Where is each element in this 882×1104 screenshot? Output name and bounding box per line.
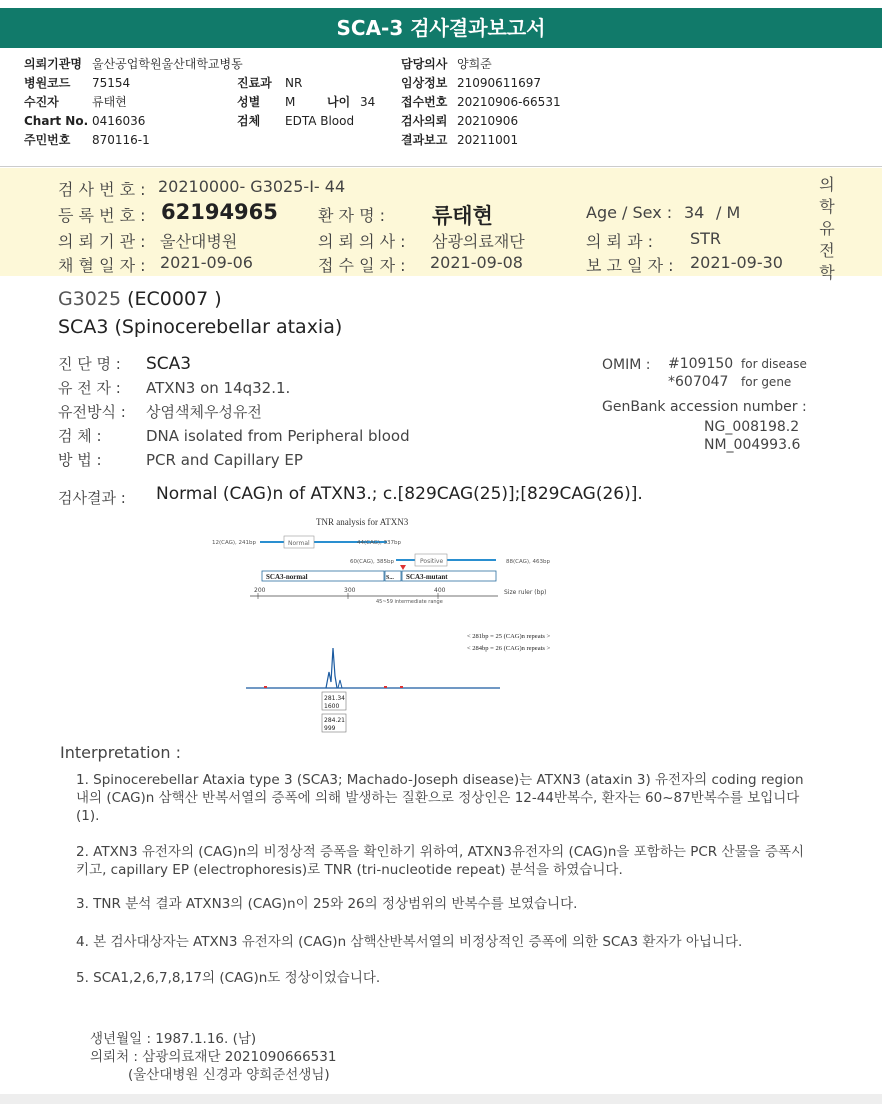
figure-title: TNR analysis for ATXN3 (316, 517, 409, 527)
peak-281 (326, 648, 337, 688)
interpretation-heading: Interpretation : (60, 743, 181, 762)
patient-name: 류태현 (432, 204, 493, 228)
normal-right-label: 44(CAG), 337bp (357, 540, 402, 546)
interp-p5: 5. SCA1,2,6,7,8,17의 (CAG)n도 정상이었습니다. (76, 970, 381, 986)
peak-284 (338, 680, 342, 688)
row-value-gene: ATXN3 on 14q32.1. (146, 379, 291, 397)
row-label: 진 단 명 : (58, 355, 121, 373)
result-label: 검사결과 : (58, 489, 126, 507)
report-code-line (58, 288, 222, 310)
row-value-inheritance: 상염색체우성유전 (146, 403, 262, 421)
note-284: < 284bp = 26 (CAG)n repeats > (467, 645, 551, 652)
footer-dob: 생년월일 : 1987.1.16. (남) (90, 1031, 257, 1047)
row-value-specimen: DNA isolated from Peripheral blood (146, 427, 410, 445)
doctor-label: 의 뢰 의 사 : (318, 232, 406, 251)
interp-p3: 3. TNR 분석 결과 ATXN3의 (CAG)n이 25와 26의 정상범위의 반복수를 보였습니다. (76, 896, 578, 912)
recv-date-label: 접 수 일 자 : (318, 256, 406, 275)
report-name: SCA3 (Spinocerebellar ataxia) (58, 316, 343, 338)
inst-value: 울산대병원 (160, 232, 238, 251)
label-hospital-code: 병원코드 (24, 76, 71, 90)
tnr-figure (200, 512, 600, 737)
omim-disease: #109150 (668, 356, 734, 372)
report-code: G3025 (58, 288, 128, 310)
value-age: 34 (360, 95, 376, 109)
inst-label: 의 뢰 기 관 : (58, 232, 146, 251)
header-col3 (401, 55, 561, 150)
row-value-method: PCR and Capillary EP (146, 451, 303, 469)
intermediate-marker-icon (400, 565, 406, 570)
value-dept: NR (285, 76, 303, 90)
interp-p2: 2. ATXN3 유전자의 (CAG)n의 비정상적 증폭을 확인하기 위하여, ATXN3유전자의 (CAG)n을 포함하는 PCR 산물을 증폭시키고, capillary EP (electrophoresis)로 TNR (tri-nucleotide repeat) 분석을 하였습니다. (76, 844, 804, 878)
peak-284-size: 284.21 (324, 717, 345, 724)
label-test-request: 검사의뢰 (401, 114, 448, 128)
genbank-1: NG_008198.2 (704, 419, 800, 435)
row-label: 방 법 : (58, 451, 102, 469)
report-title: SCA-3 검사결과보고서 (0, 8, 882, 48)
divider (0, 166, 882, 167)
row-label: 유전방식 : (58, 403, 126, 421)
age-sex-label: Age / Sex : (586, 203, 673, 222)
value-patient: 류태현 (92, 95, 127, 109)
tick-label: 400 (434, 587, 446, 594)
label-dept: 진료과 (237, 76, 272, 90)
row-label: 유 전 자 : (58, 379, 121, 397)
header-col2 (237, 74, 375, 131)
normal-box-label: Normal (288, 540, 310, 547)
peak-281-height: 1600 (324, 703, 340, 710)
value-specimen: EDTA Blood (285, 114, 355, 128)
draw-date-label: 채 혈 일 자 : (58, 256, 146, 275)
value-receipt-no: 20210906-66531 (457, 95, 561, 109)
sex-value: / M (716, 203, 741, 222)
vertical-label (816, 174, 838, 284)
result-value: Normal (CAG)n of ATXN3.; c.[829CAG(25)];[829CAG(26)]. (156, 484, 643, 504)
bottom-bar (0, 1094, 882, 1104)
value-chart-no: 0416036 (92, 114, 146, 128)
interpretation-body (76, 771, 806, 987)
vertical-char: 전 (819, 241, 835, 260)
omim-disease-for: for disease (741, 357, 807, 371)
report-date-label: 보 고 일 자 : (586, 256, 674, 275)
interp-p1: 1. Spinocerebellar Ataxia type 3 (SCA3; Machado-Joseph disease)는 ATXN3 (ataxin 3) 유전자의 coding region 내의 (CAG)n 삼핵산 반복서열의 증폭에 의해 발생하는 질환으로 정상인은 12-44반복수, 환자는 60~87반복수를 보입니다 (1). (76, 772, 804, 824)
row-value-diagnosis: SCA3 (146, 354, 192, 374)
label-patient: 수진자 (24, 95, 59, 109)
value-test-request: 20210906 (457, 114, 519, 128)
size-marker (384, 686, 387, 688)
omim-label: OMIM : (602, 357, 651, 373)
label-receipt-no: 접수번호 (401, 95, 448, 109)
label-result-report: 결과보고 (401, 133, 448, 147)
value-institution: 울산공업학원울산대학교병동 (92, 57, 243, 71)
draw-date: 2021-09-06 (160, 253, 253, 272)
note-281: < 281bp = 25 (CAG)n repeats > (467, 633, 551, 640)
reg-no: 62194965 (161, 200, 278, 224)
row-label: 검 체 : (58, 427, 102, 445)
sca3-normal-label: SCA3-normal (266, 573, 308, 581)
value-result-report: 20211001 (457, 133, 519, 147)
test-no-label: 검 사 번 호 : (58, 180, 146, 199)
sca3-intermediate-label: S... (386, 575, 394, 581)
peak-284-height: 999 (324, 725, 336, 732)
dept-label: 의 뢰 과 : (586, 232, 654, 251)
vertical-char: 학 (819, 263, 835, 282)
peak-281-size: 281.34 (324, 695, 345, 702)
label-institution: 의뢰기관명 (24, 57, 82, 71)
sca3-mutant-label: SCA3-mutant (406, 573, 448, 581)
label-sex: 성별 (237, 95, 261, 109)
interpretation-footer (90, 1030, 336, 1084)
value-physician: 양희준 (457, 57, 492, 71)
label-specimen: 검체 (237, 114, 261, 128)
genbank-2: NM_004993.6 (704, 437, 801, 453)
ruler-label: Size ruler (bp) (504, 589, 547, 596)
tick-label: 300 (344, 587, 356, 594)
genbank-label: GenBank accession number : (602, 399, 807, 415)
label-age: 나이 (327, 95, 351, 109)
label-clinical-info: 임상정보 (401, 76, 448, 90)
normal-left-label: 12(CAG), 241bp (212, 540, 257, 546)
report-rows (58, 352, 410, 472)
omim-gene: *607047 (668, 374, 729, 390)
size-marker (264, 686, 267, 688)
doctor-value: 삼광의료재단 (432, 232, 525, 251)
footer-hospital: (울산대병원 신경과 양희준선생님) (128, 1067, 330, 1083)
vertical-char: 의 (819, 175, 835, 194)
value-sex: M (285, 95, 296, 109)
label-physician: 담당의사 (401, 57, 448, 71)
size-marker (400, 686, 403, 688)
report-code2: (EC0007 ) (127, 288, 222, 310)
value-resident-no: 870116-1 (92, 133, 150, 147)
value-hospital-code: 75154 (92, 76, 131, 90)
dept-value: STR (690, 229, 722, 248)
patient-label: 환 자 명 : (318, 206, 386, 225)
test-no: 20210000- G3025-I- 44 (158, 177, 346, 196)
vertical-char: 유 (819, 219, 835, 238)
age-value: 34 (684, 203, 705, 222)
positive-left-label: 60(CAG), 385bp (350, 559, 395, 565)
intermediate-label: 45~59 intermediate range (376, 599, 443, 605)
reg-no-label: 등 록 번 호 : (58, 206, 146, 225)
label-chart-no: Chart No. (24, 114, 89, 128)
value-clinical-info: 21090611697 (457, 76, 541, 90)
vertical-char: 학 (819, 197, 835, 216)
positive-right-label: 88(CAG), 463bp (506, 559, 551, 565)
footer-referrer: 의뢰처 : 삼광의료재단 2021090666531 (90, 1049, 337, 1065)
tick-label: 200 (254, 587, 266, 594)
interp-p4: 4. 본 검사대상자는 ATXN3 유전자의 (CAG)n 삼핵산반복서열의 비정상적인 증폭에 의한 SCA3 환자가 아닙니다. (76, 934, 743, 950)
header-col1 (24, 55, 243, 150)
recv-date: 2021-09-08 (430, 253, 523, 272)
omim-gene-for: for gene (741, 375, 792, 389)
report-date: 2021-09-30 (690, 253, 783, 272)
positive-box-label: Positive (420, 558, 444, 565)
label-resident-no: 주민번호 (24, 133, 71, 147)
